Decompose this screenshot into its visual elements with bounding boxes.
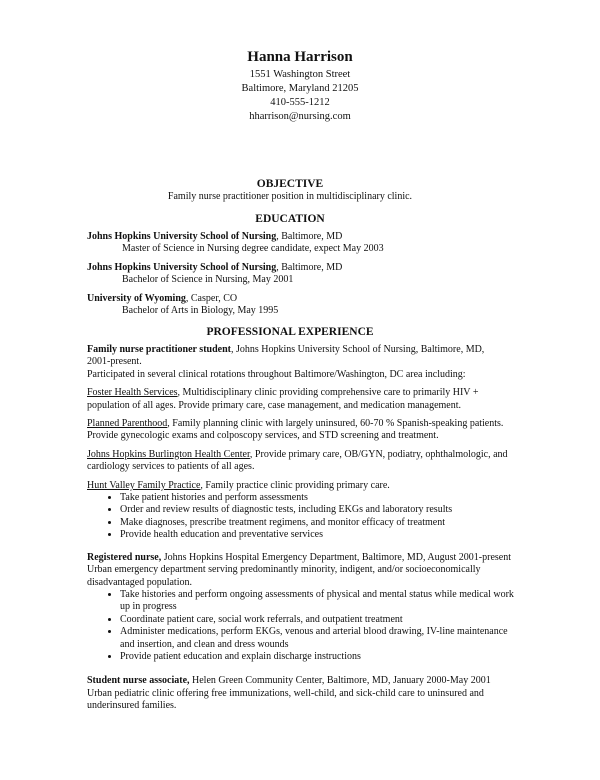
list-item: • Coordinate patient care, social work referrals, and outpatient treatment bbox=[120, 614, 520, 626]
objective-text: Family nurse practitioner position in multidisciplinary clinic. bbox=[167, 191, 413, 202]
rotation-desc: , Family planning clinic with largely uninsured, 60-70 % Spanish-speaking patients. bbox=[167, 418, 504, 430]
rotation-desc: , Multidisciplinary clinic providing comprehensive care to primarily HIV + bbox=[177, 387, 479, 399]
job-intro: Participated in several clinical rotations throughout Baltimore/Washington, DC area including: bbox=[87, 368, 466, 380]
list-item: • Provide health education and preventative services bbox=[120, 529, 527, 541]
phone-number: 410-555-1212 bbox=[270, 97, 330, 108]
rotation-desc-cont: cardiology services to patients of all ages. bbox=[87, 461, 255, 473]
email-address: hharrison@nursing.com bbox=[249, 111, 351, 122]
candidate-name: Hanna Harrison bbox=[247, 49, 353, 65]
list-item: • Make diagnoses, prescribe treatment regimens, and monitor efficacy of treatment bbox=[120, 517, 527, 529]
rotation-desc: , Family practice clinic providing primary care. bbox=[200, 479, 390, 491]
street-address: 1551 Washington Street bbox=[249, 69, 351, 80]
rotation-entry bbox=[87, 418, 527, 443]
objective-heading: OBJECTIVE bbox=[256, 178, 324, 190]
degree-text: Master of Science in Nursing degree candidate, expect May 2003 bbox=[122, 243, 384, 255]
school-name: Johns Hopkins University School of Nursing bbox=[87, 231, 277, 242]
job-details: Helen Green Community Center, Baltimore, MD, January 2000-May 2001 bbox=[189, 675, 491, 687]
list-item: • Take histories and perform ongoing assessments of physical and mental status while medical work up in progress bbox=[120, 589, 520, 614]
rotation-entry bbox=[87, 449, 527, 474]
education-list bbox=[87, 231, 527, 317]
rotation-site: Planned Parenthood bbox=[87, 418, 168, 430]
school-name: University of Wyoming bbox=[87, 292, 186, 304]
rotation-desc: , Provide primary care, OB/GYN, podiatry, ophthalmologic, and bbox=[249, 448, 508, 460]
duties-list bbox=[87, 492, 527, 542]
education-entry bbox=[87, 262, 527, 287]
school-name: Johns Hopkins University School of Nursing bbox=[87, 261, 277, 273]
job-entry bbox=[87, 344, 527, 542]
resume-header bbox=[0, 50, 600, 124]
job-dates: 2001-present. bbox=[87, 356, 142, 368]
job-desc: Urban emergency department serving predominantly minority, indigent, and/or socioeconomically bbox=[87, 564, 481, 576]
resume-page bbox=[0, 50, 600, 780]
list-item: • Administer medications, perform EKGs, venous and arterial blood drawing, IV-line maintenance and insertion, and clean and dress wounds bbox=[120, 626, 520, 651]
job-role: Family nurse practitioner student bbox=[87, 344, 231, 355]
education-heading: EDUCATION bbox=[255, 213, 325, 225]
duties-list bbox=[87, 589, 520, 663]
education-entry bbox=[87, 231, 527, 256]
job-details: Johns Hopkins Hospital Emergency Department, Baltimore, MD, August 2001-present bbox=[161, 551, 512, 563]
school-location: , Baltimore, MD bbox=[276, 231, 343, 242]
job-entry bbox=[87, 552, 527, 664]
rotation-site: Hunt Valley Family Practice bbox=[87, 479, 201, 491]
list-item: • Order and review results of diagnostic tests, including EKGs and laboratory results bbox=[120, 504, 527, 516]
rotation-entry bbox=[87, 387, 527, 412]
job-details: , Johns Hopkins University School of Nursing, Baltimore, MD, bbox=[230, 344, 485, 355]
rotation-desc-cont: Provide gynecologic exams and colposcopy services, and STD screening and treatment. bbox=[87, 430, 439, 442]
job-desc-cont: disadvantaged population. bbox=[87, 576, 192, 588]
rotation-entry bbox=[87, 480, 527, 492]
list-item: • Provide patient education and explain discharge instructions bbox=[120, 651, 520, 663]
degree-text: Bachelor of Science in Nursing, May 2001 bbox=[122, 274, 294, 286]
school-location: , Casper, CO bbox=[185, 292, 238, 304]
job-role: Registered nurse, bbox=[87, 551, 162, 563]
job-entry bbox=[87, 675, 527, 712]
rotation-desc-cont: population of all ages. Provide primary care, case management, and medication management. bbox=[87, 399, 462, 411]
job-desc-cont: underinsured families. bbox=[87, 700, 177, 712]
city-state-zip: Baltimore, Maryland 21205 bbox=[241, 83, 359, 94]
experience-heading: PROFESSIONAL EXPERIENCE bbox=[206, 326, 374, 338]
rotation-site: Foster Health Services bbox=[87, 387, 178, 399]
job-role: Student nurse associate, bbox=[87, 675, 190, 687]
list-item: • Take patient histories and perform assessments bbox=[120, 492, 527, 504]
degree-text: Bachelor of Arts in Biology, May 1995 bbox=[122, 305, 279, 317]
experience-list bbox=[87, 344, 527, 713]
job-desc: Urban pediatric clinic offering free immunizations, well-child, and sick-child care to uninsured and bbox=[87, 687, 484, 699]
school-location: , Baltimore, MD bbox=[276, 261, 343, 273]
education-entry bbox=[87, 293, 527, 318]
rotation-site: Johns Hopkins Burlington Health Center bbox=[87, 448, 250, 460]
